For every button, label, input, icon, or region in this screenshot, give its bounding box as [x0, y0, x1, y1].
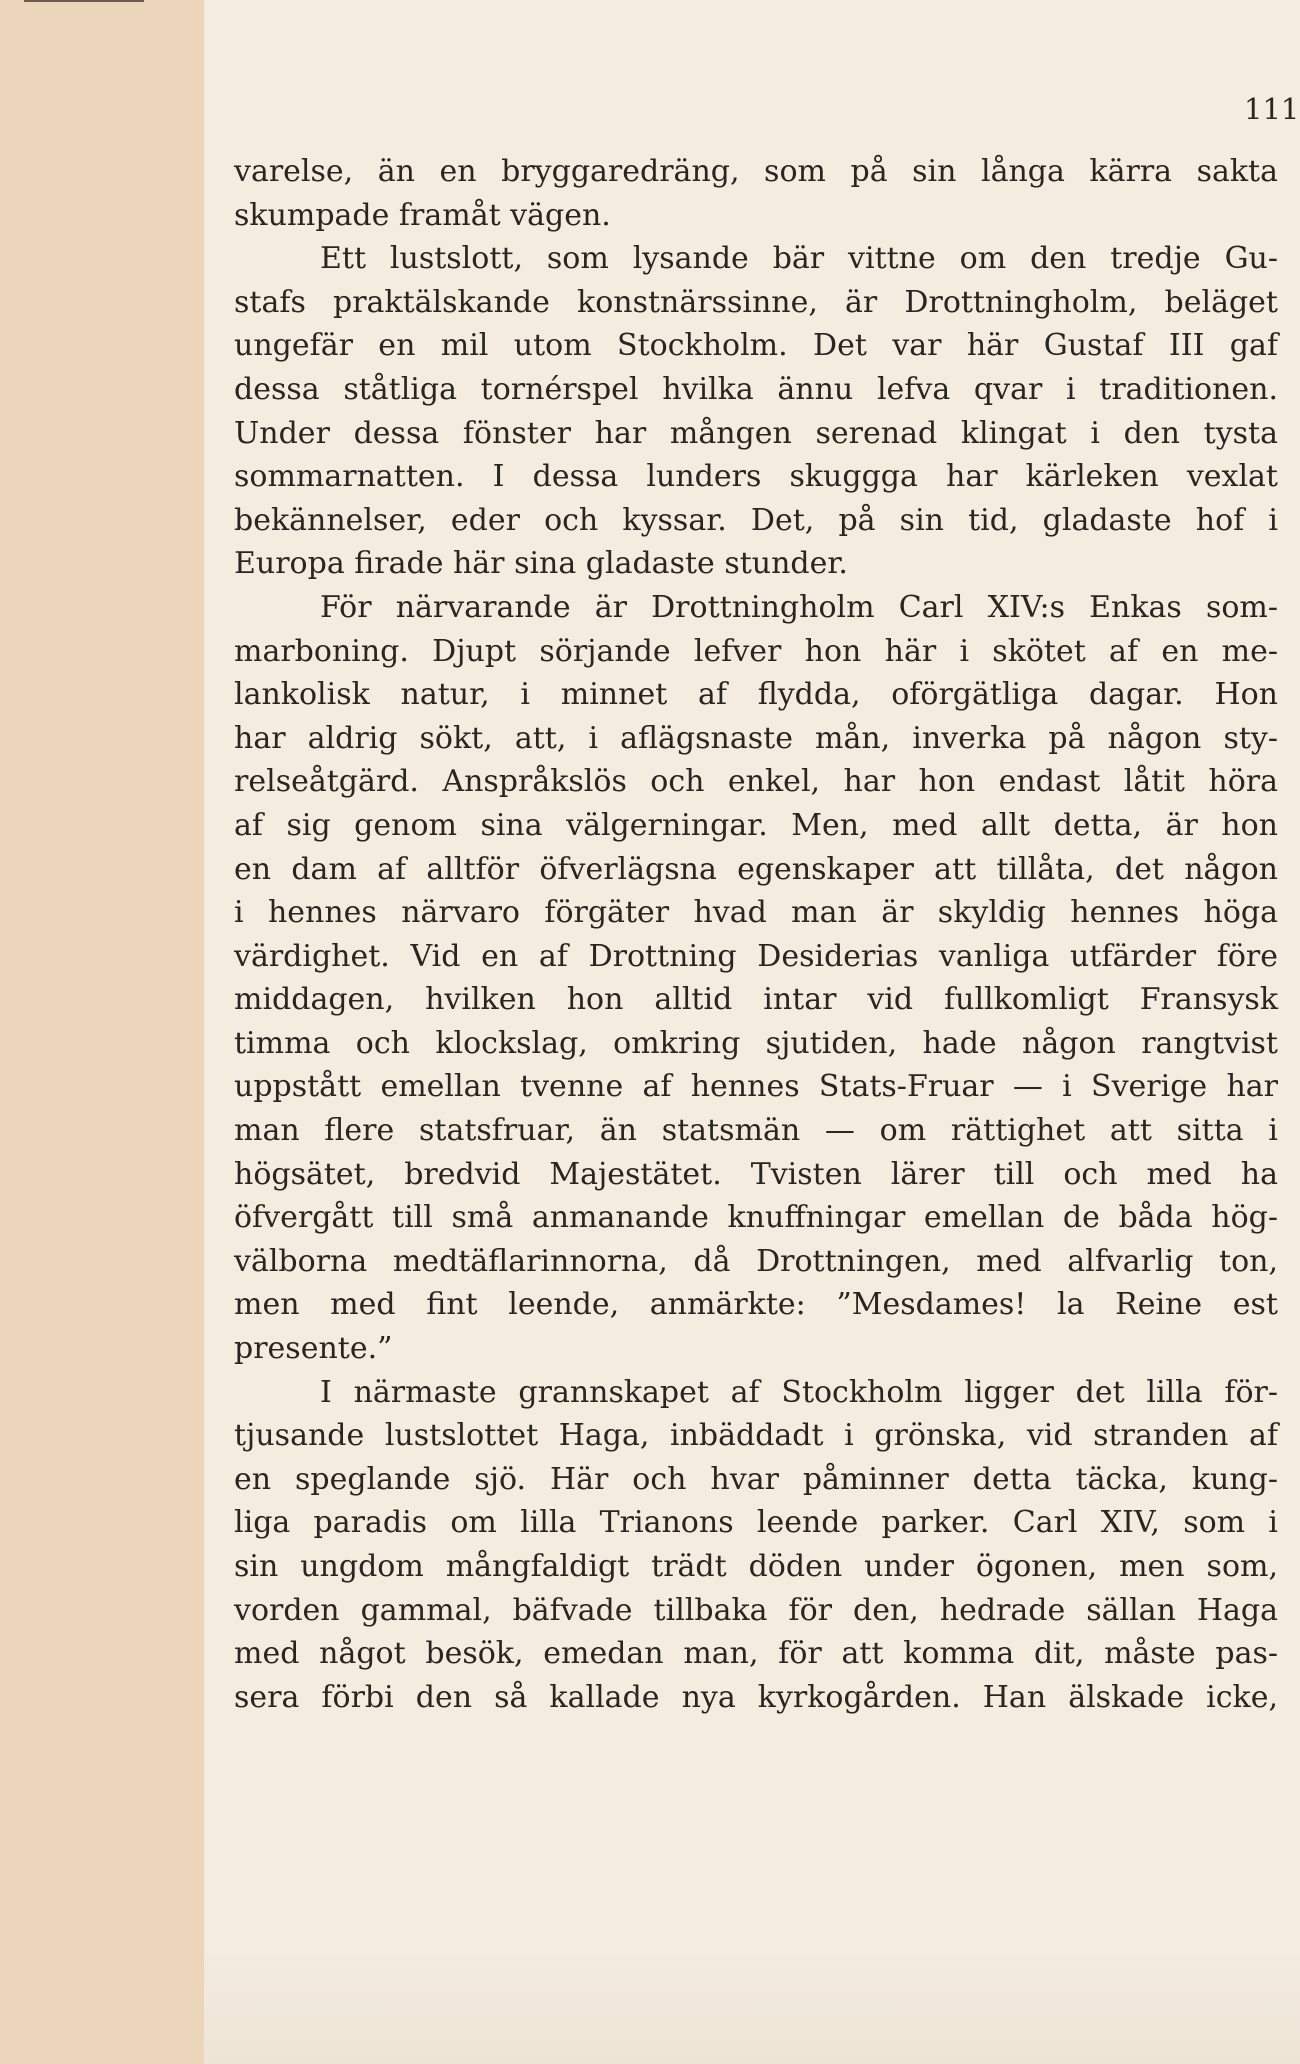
text-line: i hennes närvaro förgäter hvad man är skyldig hennes höga	[234, 895, 1278, 931]
book-page	[203, 0, 1300, 2064]
text-line: sera förbi den så kallade nya kyrkogården. Han älskade icke,	[234, 1679, 1278, 1715]
scan-edge-rule	[24, 0, 144, 2]
text-line: värdighet. Vid en af Drottning Desiderias vanliga utfärder före	[234, 938, 1278, 974]
text-line: marboning. Djupt sörjande lefver hon här i skötet af en me-	[234, 633, 1278, 669]
text-line: ungefär en mil utom Stockholm. Det var här Gustaf III gaf	[234, 328, 1278, 364]
text-line: har aldrig sökt, att, i aflägsnaste mån, inverka på någon sty-	[234, 720, 1278, 756]
text-line: Under dessa fönster har mången serenad klingat i den tysta	[234, 415, 1278, 451]
text-line: För närvarande är Drottningholm Carl XIV:s Enkas som-	[320, 589, 1278, 625]
text-line: Europa firade här sina gladaste stunder.	[234, 546, 848, 582]
text-line: sin ungdom mångfaldigt trädt döden under ögonen, men som,	[234, 1549, 1278, 1584]
text-line: öfvergått till små anmanande knuffningar emellan de båda hög-	[234, 1200, 1278, 1236]
text-line: med något besök, emedan man, för att komma dit, måste pas-	[234, 1636, 1278, 1672]
text-line: vorden gammal, bäfvade tillbaka för den, hedrade sällan Haga	[234, 1592, 1278, 1628]
text-line: bekännelser, eder och kyssar. Det, på sin tid, gladaste hof i	[234, 502, 1278, 538]
scan-margin	[0, 0, 203, 2064]
text-line: stafs praktälskande konstnärssinne, är Drottningholm, beläget	[234, 284, 1278, 320]
text-line: middagen, hvilken hon alltid intar vid fullkomligt Fransysk	[234, 982, 1278, 1018]
page-body-text	[234, 150, 1278, 1719]
text-line: relseåtgärd. Anspråkslös och enkel, har hon endast låtit höra	[234, 764, 1278, 800]
text-line: af sig genom sina välgerningar. Men, med allt detta, är hon	[234, 807, 1278, 843]
text-line: Ett lustslott, som lysande bär vittne om den tredje Gu-	[320, 241, 1278, 277]
text-line: högsätet, bredvid Majestätet. Tvisten lärer till och med ha	[234, 1156, 1278, 1192]
text-line: uppstått emellan tvenne af hennes Stats-Fruar — i Sverige har	[234, 1069, 1278, 1105]
page-number: 111	[1244, 92, 1300, 126]
text-line: välborna medtäflarinnorna, då Drottningen, med alfvarlig ton,	[234, 1243, 1278, 1279]
text-line: liga paradis om lilla Trianons leende parker. Carl XIV, som i	[234, 1505, 1278, 1541]
text-line: man flere statsfruar, än statsmän — om rättighet att sitta i	[234, 1113, 1278, 1149]
text-line: timma och klockslag, omkring sjutiden, hade någon rangtvist	[234, 1025, 1278, 1061]
text-line: sommarnatten. I dessa lunders skuggga har kärleken vexlat	[234, 459, 1278, 495]
page-bottom-shade	[203, 1944, 1300, 2064]
text-line: presente.”	[234, 1331, 393, 1367]
text-line: dessa ståtliga tornérspel hvilka ännu lefva qvar i traditionen.	[234, 371, 1278, 407]
text-line: skumpade framåt vägen.	[234, 197, 611, 233]
text-line: varelse, än en bryggaredräng, som på sin långa kärra sakta	[234, 154, 1278, 189]
text-line: men med fint leende, anmärkte: ”Mesdames! la Reine est	[234, 1287, 1278, 1323]
text-line: I närmaste grannskapet af Stockholm ligger det lilla för-	[320, 1374, 1278, 1410]
text-line: lankolisk natur, i minnet af flydda, oförgätliga dagar. Hon	[234, 677, 1278, 713]
text-line: tjusande lustslottet Haga, inbäddadt i grönska, vid stranden af	[234, 1418, 1278, 1454]
text-line: en dam af alltför öfverlägsna egenskaper att tillåta, det någon	[234, 851, 1278, 887]
text-line: en speglande sjö. Här och hvar påminner detta täcka, kung-	[234, 1461, 1278, 1497]
